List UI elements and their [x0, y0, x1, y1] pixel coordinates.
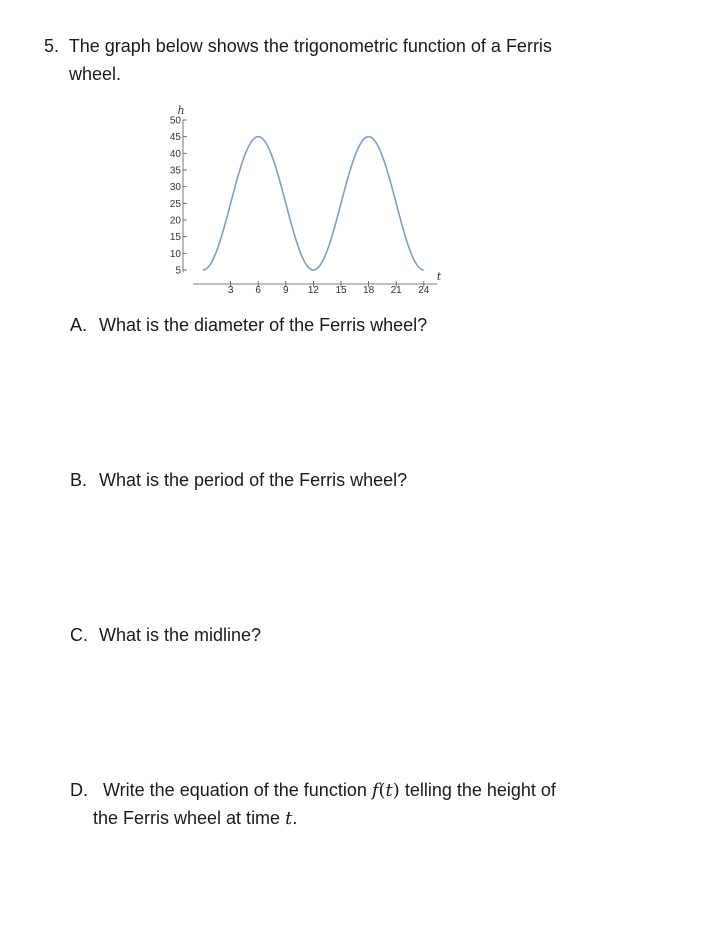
part-a [70, 314, 427, 336]
part-d [70, 779, 556, 802]
part-d-line2-after: . [292, 808, 298, 828]
y-tick-label: 25 [169, 198, 181, 210]
x-tick-label: 18 [363, 285, 375, 296]
part-b-text: What is the period of the Ferris wheel? [99, 470, 408, 490]
y-tick-label: 30 [169, 182, 181, 194]
ferris-wheel-graph [150, 100, 450, 300]
y-tick-label: 10 [169, 248, 181, 260]
part-d-line2-var: t [285, 808, 293, 829]
part-d-letter: D. [70, 780, 88, 800]
part-b [70, 469, 407, 491]
part-d-line-2 [93, 807, 297, 830]
part-c [70, 624, 261, 646]
x-tick-label: 9 [283, 285, 289, 296]
part-c-letter: C. [70, 625, 88, 645]
part-c-text: What is the midline? [99, 625, 262, 645]
y-tick-label: 50 [169, 115, 181, 127]
part-d-line2-before: the Ferris wheel at time [93, 808, 286, 828]
x-tick-label: 3 [227, 285, 234, 296]
y-tick-label: 20 [169, 215, 181, 227]
part-a-text: What is the diameter of the Ferris wheel? [99, 315, 428, 335]
part-d-text-before: Write the equation of the function [103, 780, 372, 800]
y-tick-label: 35 [169, 165, 181, 177]
y-tick-label: 15 [169, 232, 181, 244]
part-d-paren-open: ( [378, 780, 386, 801]
question-line-2 [69, 63, 121, 85]
y-axis-label: h [177, 104, 185, 117]
part-d-text-after: telling the height of [399, 780, 556, 800]
part-b-letter: B. [70, 470, 88, 490]
question-text-line-2: wheel. [69, 64, 122, 84]
x-tick-label: 21 [390, 285, 402, 296]
question-text-line-1: The graph below shows the trigonometric function of a Ferris [68, 36, 552, 56]
x-tick-label: 24 [418, 285, 430, 296]
part-d-func-name: f [371, 780, 379, 801]
part-a-letter: A. [70, 315, 88, 335]
y-tick-label: 40 [169, 148, 181, 160]
question-line-1 [44, 35, 552, 57]
y-tick-label: 5 [175, 265, 181, 277]
part-d-paren-close: ) [392, 780, 400, 801]
x-tick-label: 6 [255, 285, 261, 296]
x-tick-label: 15 [335, 285, 347, 296]
y-tick-label: 45 [169, 132, 181, 144]
part-d-func-arg: t [385, 780, 393, 801]
x-axis-label: t [436, 270, 442, 283]
x-tick-label: 12 [307, 285, 319, 296]
height-curve [203, 137, 424, 270]
question-number: 5. [44, 36, 60, 56]
